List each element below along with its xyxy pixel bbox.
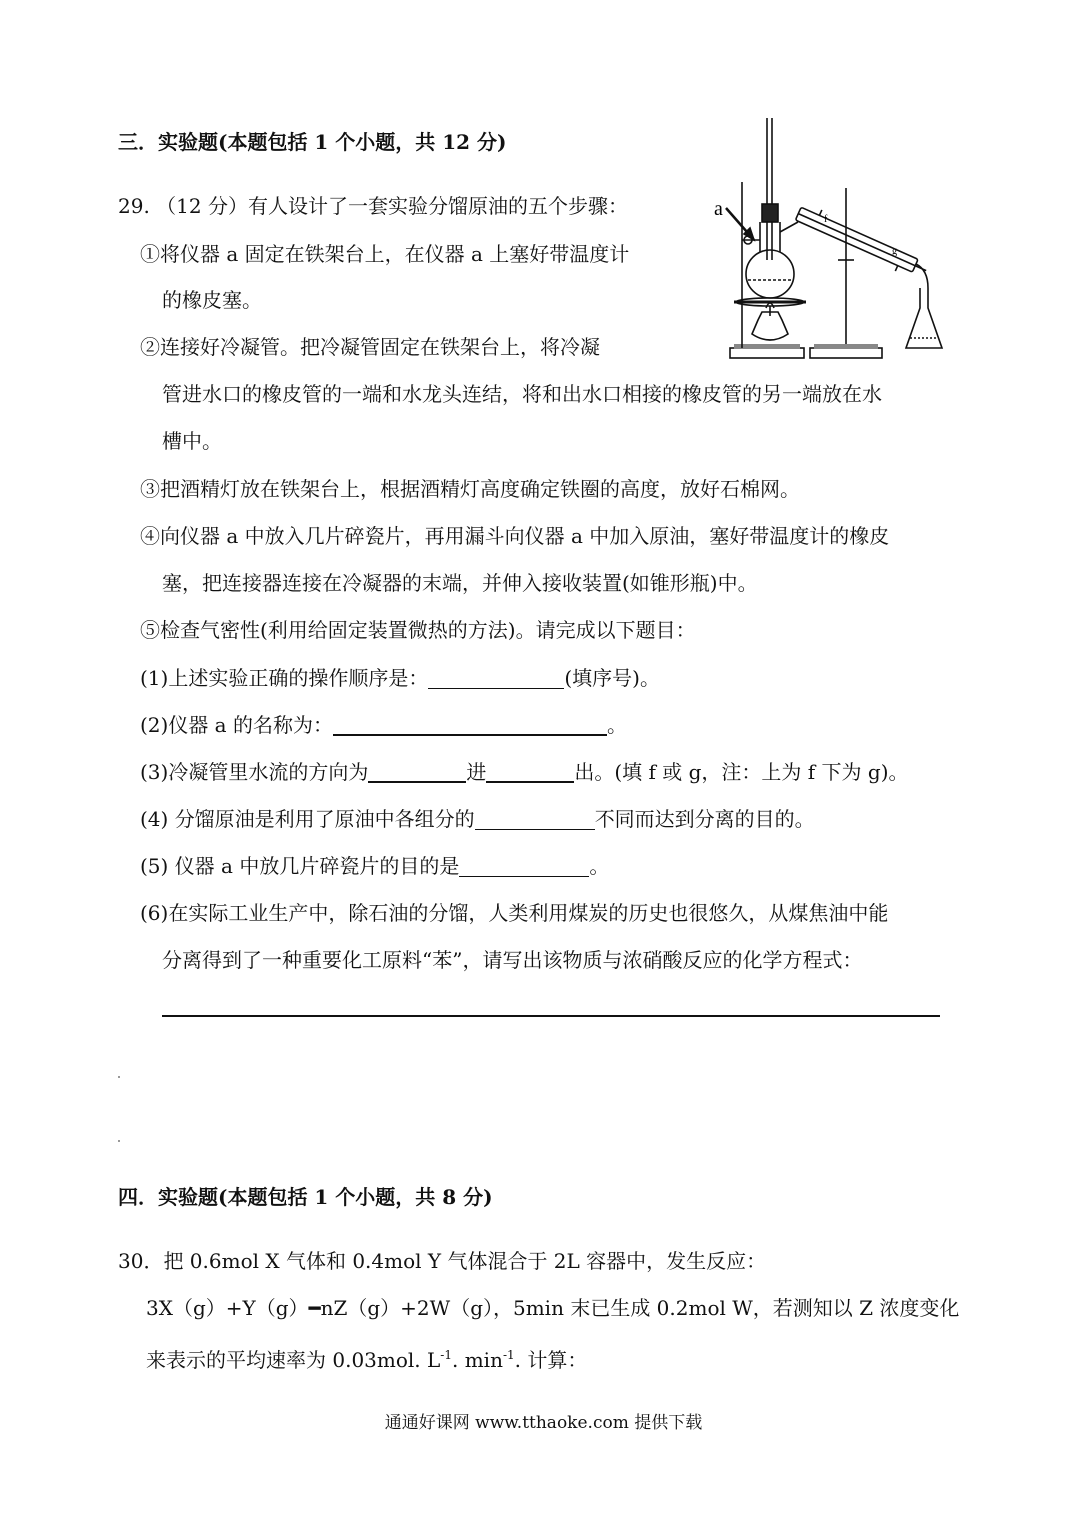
sub5-suffix: 。 — [589, 854, 610, 878]
q29-intro: 29. （12 分）有人设计了一套实验分馏原油的五个步骤： — [118, 194, 628, 218]
q29-sub2 — [140, 711, 627, 739]
sub5-text: (5) 仪器 a 中放几片碎瓷片的目的是 — [140, 854, 460, 878]
q29-step4-line2: 塞，把连接器连接在冷凝器的末端，并伸入接收装置(如锥形瓶)中。 — [162, 571, 758, 595]
q30-line3-text: 来表示的平均速率为 0.03mol. L — [146, 1348, 441, 1372]
sub1-suffix: (填序号)。 — [564, 666, 660, 690]
q29-step1-line2: 的橡皮塞。 — [162, 288, 262, 312]
sub5-blank[interactable] — [459, 856, 589, 877]
distillation-apparatus-figure — [706, 112, 946, 362]
sub1-text: (1)上述实验正确的操作顺序是： — [140, 666, 429, 690]
sub4-text: (4) 分馏原油是利用了原油中各组分的 — [140, 807, 475, 831]
q29-step2-line3: 槽中。 — [162, 429, 222, 453]
section4-heading: 四．实验题(本题包括 1 个小题，共 8 分) — [118, 1185, 493, 1209]
sub2-blank[interactable] — [333, 714, 607, 736]
q30-sup1: -1 — [440, 1348, 452, 1362]
footer-source: 通通好课网 www.tthaoke.com 提供下载 — [384, 1413, 703, 1433]
sub3-mid: 进 — [466, 760, 487, 784]
q29-step5: ⑤检查气密性(利用给固定装置微热的方法)。请完成以下题目： — [140, 618, 696, 642]
q29-sub5 — [140, 852, 609, 880]
q30-sup2: -1 — [502, 1348, 515, 1362]
q29-sub6-line2: 分离得到了一种重要化工原料“苯”，请写出该物质与浓硝酸反应的化学方程式： — [162, 948, 863, 972]
sub2-text: (2)仪器 a 的名称为： — [140, 713, 333, 737]
q29-step2-line1: ②连接好冷凝管。把冷凝管固定在铁架台上，将冷凝 — [140, 335, 600, 359]
sub3-blank-in[interactable] — [368, 761, 466, 783]
q29-step1-line1: ①将仪器 a 固定在铁架台上，在仪器 a 上塞好带温度计 — [140, 242, 630, 266]
label-g: g — [892, 246, 897, 257]
stray-dot — [118, 1076, 120, 1078]
label-f: f — [824, 214, 828, 225]
sub3-text: (3)冷凝管里水流的方向为 — [140, 760, 369, 784]
q29-step4-line1: ④向仪器 a 中放入几片碎瓷片，再用漏斗向仪器 a 中加入原油，塞好带温度计的橡皮 — [140, 524, 890, 548]
stray-dot — [118, 1140, 120, 1142]
q30-line3 — [146, 1341, 587, 1374]
q29-sub6-line1: (6)在实际工业生产中，除石油的分馏，人类利用煤炭的历史也很悠久，从煤焦油中能 — [140, 901, 889, 925]
q30-line3-mid: . min — [452, 1348, 503, 1372]
q29-step2-line2: 管进水口的橡皮管的一端和水龙头连结，将和出水口相接的橡皮管的另一端放在水 — [162, 382, 882, 406]
q30-line1: 30．把 0.6mol X 气体和 0.4mol Y 气体混合于 2L 容器中，发生反应： — [118, 1249, 767, 1273]
q29-sub3 — [140, 758, 909, 786]
sub4-blank[interactable] — [475, 809, 595, 830]
label-a: a — [714, 198, 723, 220]
sub1-blank[interactable] — [428, 668, 564, 689]
sub4-suffix: 不同而达到分离的目的。 — [594, 807, 815, 831]
sub3-blank-out[interactable] — [486, 761, 574, 783]
sub3-suffix: 出。(填 f 或 g，注：上为 f 下为 g)。 — [574, 760, 909, 784]
section3-heading: 三．实验题(本题包括 1 个小题，共 12 分) — [118, 130, 507, 154]
sub6-answer-line[interactable] — [162, 1015, 940, 1017]
sub2-suffix: 。 — [606, 713, 627, 737]
q30-line2: 3X（g）+Y（g）━nZ（g）+2W（g），5min 末已生成 0.2mol W，若测知以 Z 浓度变化 — [146, 1296, 960, 1320]
q29-sub1 — [140, 664, 660, 692]
q30-line3-end: . 计算： — [514, 1348, 588, 1372]
q29-sub4 — [140, 805, 815, 833]
q29-step3: ③把酒精灯放在铁架台上，根据酒精灯高度确定铁圈的高度，放好石棉网。 — [140, 477, 800, 501]
